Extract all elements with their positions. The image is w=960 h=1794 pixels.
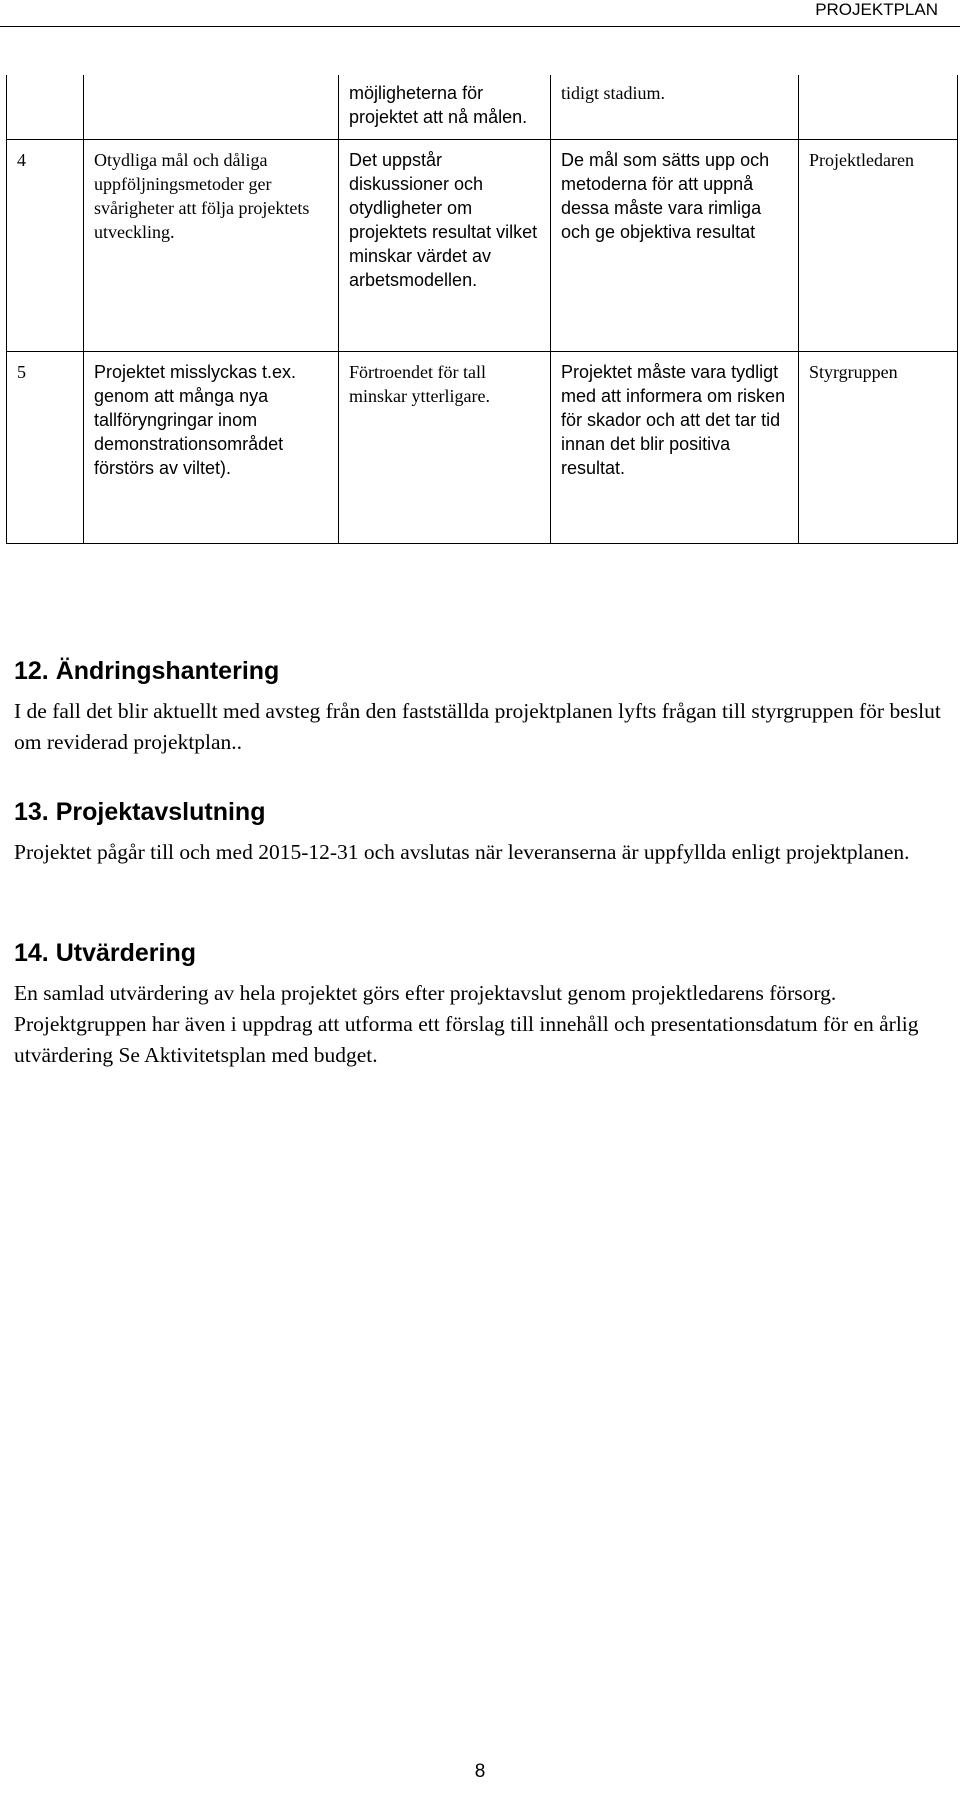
risk-number-cell: 4 [7, 140, 84, 352]
risk-consequence-cell: Det uppstår diskussioner och otydligheter om projektets resultat vilket minskar värdet av arbetsmodellen. [339, 140, 551, 352]
section-heading: 13. Projektavslutning [14, 798, 266, 826]
risk-action-cell: tidigt stadium. [551, 75, 799, 140]
section-andringshantering [14, 656, 944, 758]
section-body: I de fall det blir aktuellt med avsteg från den fastställda projektplanen lyfts frågan till styrgruppen för beslut om reviderad projektplan.. [14, 699, 941, 754]
risk-owner-cell [799, 75, 958, 140]
risk-action-cell: Projektet måste vara tydligt med att informera om risken för skador och att det tar tid innan det blir positiva resultat. [551, 352, 799, 544]
table-row [7, 352, 958, 544]
risk-number-cell [7, 75, 84, 140]
section-heading: 14. Utvärdering [14, 939, 197, 967]
risk-description-cell [84, 75, 339, 140]
page-number: 8 [474, 1761, 486, 1782]
header-rule [0, 26, 960, 27]
table-row [7, 140, 958, 352]
risk-table [6, 75, 958, 544]
risk-consequence-cell: Förtroendet för tall minskar ytterligare. [339, 352, 551, 544]
table-row [7, 75, 958, 140]
risk-consequence-cell: möjligheterna för projektet att nå målen. [339, 75, 551, 140]
section-body: En samlad utvärdering av hela projektet görs efter projektavslut genom projektledarens försorg. Projektgruppen har även i uppdrag att utforma ett förslag till innehåll och presentationsdatum för en årlig utvärdering Se Aktivitetsplan med budget. [14, 981, 919, 1067]
section-projektavslutning [14, 797, 944, 868]
risk-owner-cell: Projektledaren [799, 140, 958, 352]
risk-description-cell: Projektet misslyckas t.ex. genom att många nya tallföryngringar inom demonstrationsområdet förstörs av viltet). [84, 352, 339, 544]
page-header [0, 0, 960, 26]
section-utvardering [14, 938, 944, 1071]
risk-action-cell: De mål som sätts upp och metoderna för att uppnå dessa måste vara rimliga och ge objektiva resultat [551, 140, 799, 352]
risk-number-cell: 5 [7, 352, 84, 544]
section-heading: 12. Ändringshantering [14, 657, 280, 685]
risk-description-cell: Otydliga mål och dåliga uppföljningsmetoder ger svårigheter att följa projektets utveckling. [84, 140, 339, 352]
header-title: PROJEKTPLAN [815, 0, 938, 19]
risk-owner-cell: Styrgruppen [799, 352, 958, 544]
section-body: Projektet pågår till och med 2015-12-31 och avslutas när leveranserna är uppfyllda enligt projektplanen. [14, 840, 910, 864]
